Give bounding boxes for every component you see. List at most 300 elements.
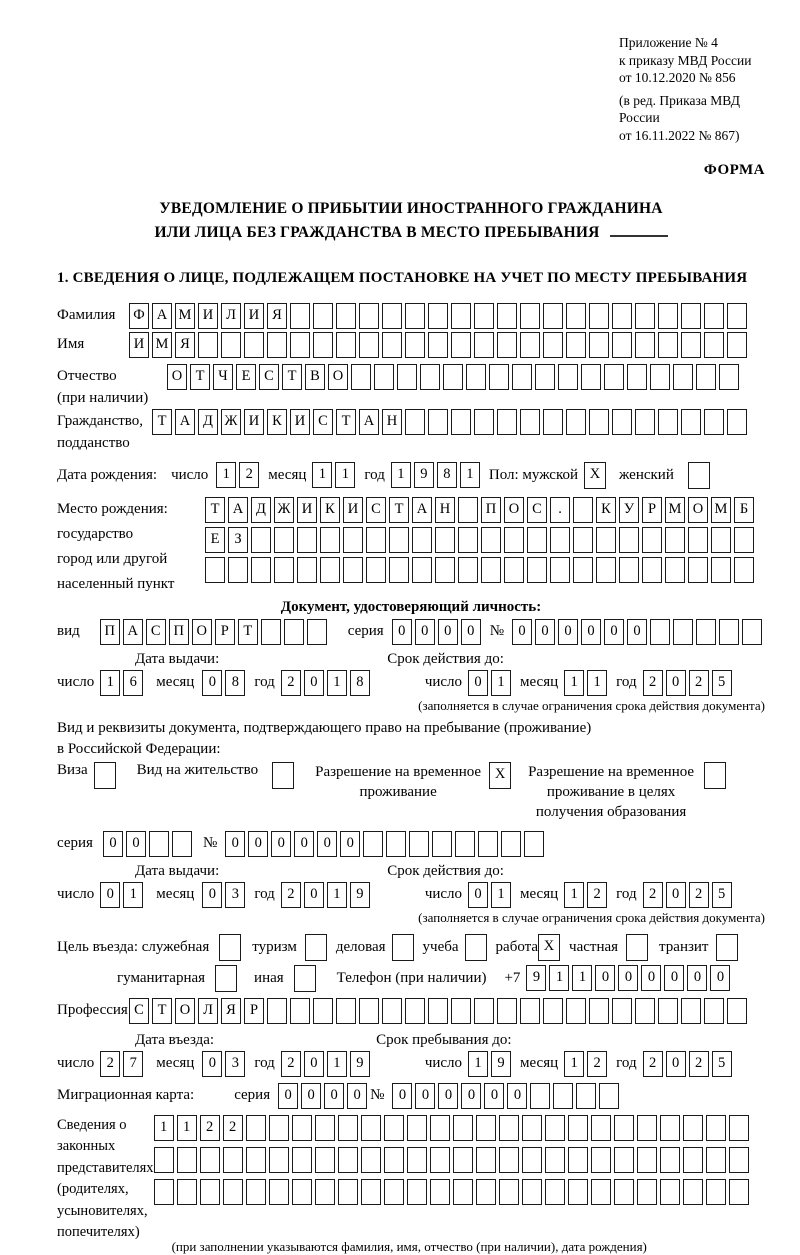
- char-cell[interactable]: [734, 527, 754, 553]
- char-cell[interactable]: 0: [507, 1083, 527, 1109]
- char-cell[interactable]: Ф: [129, 303, 149, 329]
- char-cell[interactable]: [435, 557, 455, 583]
- char-cell[interactable]: 0: [294, 831, 314, 857]
- char-cell[interactable]: Р: [215, 619, 235, 645]
- char-cell[interactable]: [451, 409, 471, 435]
- char-cell[interactable]: [297, 557, 317, 583]
- char-cell[interactable]: 1: [177, 1115, 197, 1141]
- char-cell[interactable]: [267, 332, 287, 358]
- char-cell[interactable]: [307, 619, 327, 645]
- char-cell[interactable]: 2: [100, 1051, 120, 1077]
- char-cell[interactable]: [545, 1115, 565, 1141]
- char-cell[interactable]: А: [123, 619, 143, 645]
- char-cell[interactable]: [315, 1147, 335, 1173]
- char-cell[interactable]: 0: [468, 670, 488, 696]
- char-cell[interactable]: [573, 527, 593, 553]
- char-cell[interactable]: М: [175, 303, 195, 329]
- char-cell[interactable]: 0: [304, 1051, 324, 1077]
- char-cell[interactable]: 1: [491, 882, 511, 908]
- char-cell[interactable]: [198, 332, 218, 358]
- char-cell[interactable]: П: [481, 497, 501, 523]
- char-cell[interactable]: [359, 332, 379, 358]
- char-cell[interactable]: [481, 557, 501, 583]
- char-cell[interactable]: А: [228, 497, 248, 523]
- char-cell[interactable]: [530, 1083, 550, 1109]
- char-cell[interactable]: 0: [484, 1083, 504, 1109]
- char-cell[interactable]: [320, 557, 340, 583]
- char-cell[interactable]: [706, 1115, 726, 1141]
- char-cell[interactable]: [619, 557, 639, 583]
- char-cell[interactable]: [704, 303, 724, 329]
- char-cell[interactable]: [343, 557, 363, 583]
- char-cell[interactable]: [453, 1179, 473, 1205]
- char-cell[interactable]: [688, 527, 708, 553]
- char-cell[interactable]: 1: [327, 1051, 347, 1077]
- char-cell[interactable]: [716, 934, 738, 961]
- char-cell[interactable]: 0: [581, 619, 601, 645]
- char-cell[interactable]: [729, 1179, 749, 1205]
- char-cell[interactable]: [451, 998, 471, 1024]
- char-cell[interactable]: Ж: [221, 409, 241, 435]
- char-cell[interactable]: [499, 1147, 519, 1173]
- char-cell[interactable]: [604, 364, 624, 390]
- char-cell[interactable]: [389, 557, 409, 583]
- char-cell[interactable]: А: [412, 497, 432, 523]
- char-cell[interactable]: [673, 619, 693, 645]
- char-cell[interactable]: X: [538, 934, 560, 961]
- char-cell[interactable]: [573, 497, 593, 523]
- char-cell[interactable]: 9: [414, 462, 434, 488]
- char-cell[interactable]: [696, 364, 716, 390]
- char-cell[interactable]: [543, 332, 563, 358]
- char-cell[interactable]: 0: [618, 965, 638, 991]
- char-cell[interactable]: [727, 303, 747, 329]
- char-cell[interactable]: [688, 462, 710, 489]
- char-cell[interactable]: З: [228, 527, 248, 553]
- char-cell[interactable]: [660, 1115, 680, 1141]
- char-cell[interactable]: [223, 1179, 243, 1205]
- char-cell[interactable]: [221, 332, 241, 358]
- char-cell[interactable]: [476, 1147, 496, 1173]
- char-cell[interactable]: [719, 619, 739, 645]
- char-cell[interactable]: [499, 1179, 519, 1205]
- char-cell[interactable]: [384, 1179, 404, 1205]
- char-cell[interactable]: [612, 303, 632, 329]
- char-cell[interactable]: 0: [415, 619, 435, 645]
- char-cell[interactable]: [658, 998, 678, 1024]
- char-cell[interactable]: [405, 303, 425, 329]
- char-cell[interactable]: [389, 527, 409, 553]
- char-cell[interactable]: [246, 1115, 266, 1141]
- char-cell[interactable]: [681, 998, 701, 1024]
- char-cell[interactable]: 0: [468, 882, 488, 908]
- char-cell[interactable]: [428, 332, 448, 358]
- char-cell[interactable]: [405, 409, 425, 435]
- char-cell[interactable]: [626, 934, 648, 961]
- char-cell[interactable]: [522, 1147, 542, 1173]
- char-cell[interactable]: [566, 409, 586, 435]
- char-cell[interactable]: [589, 998, 609, 1024]
- char-cell[interactable]: 8: [437, 462, 457, 488]
- char-cell[interactable]: [361, 1147, 381, 1173]
- char-cell[interactable]: [543, 409, 563, 435]
- char-cell[interactable]: 0: [304, 670, 324, 696]
- char-cell[interactable]: Я: [221, 998, 241, 1024]
- char-cell[interactable]: [172, 831, 192, 857]
- char-cell[interactable]: [568, 1115, 588, 1141]
- char-cell[interactable]: Ч: [213, 364, 233, 390]
- char-cell[interactable]: [589, 332, 609, 358]
- char-cell[interactable]: С: [527, 497, 547, 523]
- char-cell[interactable]: [338, 1179, 358, 1205]
- char-cell[interactable]: [313, 303, 333, 329]
- char-cell[interactable]: Т: [282, 364, 302, 390]
- char-cell[interactable]: Н: [382, 409, 402, 435]
- char-cell[interactable]: [527, 527, 547, 553]
- char-cell[interactable]: О: [328, 364, 348, 390]
- char-cell[interactable]: [550, 527, 570, 553]
- char-cell[interactable]: 3: [225, 882, 245, 908]
- char-cell[interactable]: [290, 998, 310, 1024]
- char-cell[interactable]: О: [167, 364, 187, 390]
- char-cell[interactable]: [637, 1179, 657, 1205]
- char-cell[interactable]: С: [146, 619, 166, 645]
- char-cell[interactable]: [267, 998, 287, 1024]
- char-cell[interactable]: [451, 303, 471, 329]
- char-cell[interactable]: 0: [664, 965, 684, 991]
- char-cell[interactable]: Д: [251, 497, 271, 523]
- char-cell[interactable]: 0: [438, 619, 458, 645]
- char-cell[interactable]: Н: [435, 497, 455, 523]
- char-cell[interactable]: 0: [347, 1083, 367, 1109]
- char-cell[interactable]: [409, 831, 429, 857]
- char-cell[interactable]: 2: [689, 670, 709, 696]
- char-cell[interactable]: И: [244, 303, 264, 329]
- char-cell[interactable]: [269, 1179, 289, 1205]
- char-cell[interactable]: [729, 1115, 749, 1141]
- char-cell[interactable]: [443, 364, 463, 390]
- char-cell[interactable]: [474, 409, 494, 435]
- char-cell[interactable]: Т: [389, 497, 409, 523]
- char-cell[interactable]: [637, 1115, 657, 1141]
- char-cell[interactable]: 0: [202, 882, 222, 908]
- char-cell[interactable]: [476, 1115, 496, 1141]
- char-cell[interactable]: [522, 1115, 542, 1141]
- char-cell[interactable]: [614, 1147, 634, 1173]
- char-cell[interactable]: [466, 364, 486, 390]
- char-cell[interactable]: 1: [564, 882, 584, 908]
- char-cell[interactable]: [727, 332, 747, 358]
- char-cell[interactable]: [550, 557, 570, 583]
- char-cell[interactable]: [727, 998, 747, 1024]
- char-cell[interactable]: [553, 1083, 573, 1109]
- char-cell[interactable]: С: [129, 998, 149, 1024]
- char-cell[interactable]: 0: [248, 831, 268, 857]
- char-cell[interactable]: [200, 1179, 220, 1205]
- char-cell[interactable]: [704, 409, 724, 435]
- char-cell[interactable]: В: [305, 364, 325, 390]
- char-cell[interactable]: 1: [572, 965, 592, 991]
- char-cell[interactable]: [382, 332, 402, 358]
- char-cell[interactable]: Р: [642, 497, 662, 523]
- char-cell[interactable]: [453, 1147, 473, 1173]
- char-cell[interactable]: О: [504, 497, 524, 523]
- char-cell[interactable]: [458, 497, 478, 523]
- char-cell[interactable]: [658, 332, 678, 358]
- char-cell[interactable]: 0: [641, 965, 661, 991]
- char-cell[interactable]: [297, 527, 317, 553]
- char-cell[interactable]: 2: [587, 1051, 607, 1077]
- char-cell[interactable]: [520, 303, 540, 329]
- char-cell[interactable]: 0: [666, 882, 686, 908]
- char-cell[interactable]: 0: [392, 619, 412, 645]
- char-cell[interactable]: 0: [438, 1083, 458, 1109]
- char-cell[interactable]: Л: [198, 998, 218, 1024]
- char-cell[interactable]: [430, 1115, 450, 1141]
- char-cell[interactable]: 2: [281, 882, 301, 908]
- char-cell[interactable]: [681, 409, 701, 435]
- char-cell[interactable]: [251, 557, 271, 583]
- char-cell[interactable]: 2: [643, 882, 663, 908]
- char-cell[interactable]: [520, 332, 540, 358]
- char-cell[interactable]: [154, 1179, 174, 1205]
- char-cell[interactable]: [614, 1179, 634, 1205]
- char-cell[interactable]: [177, 1179, 197, 1205]
- char-cell[interactable]: 9: [350, 882, 370, 908]
- char-cell[interactable]: [215, 965, 237, 992]
- char-cell[interactable]: 1: [312, 462, 332, 488]
- char-cell[interactable]: [497, 409, 517, 435]
- char-cell[interactable]: [660, 1179, 680, 1205]
- char-cell[interactable]: Д: [198, 409, 218, 435]
- char-cell[interactable]: [481, 527, 501, 553]
- char-cell[interactable]: [573, 557, 593, 583]
- char-cell[interactable]: [407, 1179, 427, 1205]
- char-cell[interactable]: А: [359, 409, 379, 435]
- char-cell[interactable]: 1: [335, 462, 355, 488]
- char-cell[interactable]: [522, 1179, 542, 1205]
- char-cell[interactable]: У: [619, 497, 639, 523]
- char-cell[interactable]: [451, 332, 471, 358]
- char-cell[interactable]: К: [267, 409, 287, 435]
- char-cell[interactable]: 0: [340, 831, 360, 857]
- char-cell[interactable]: 0: [604, 619, 624, 645]
- char-cell[interactable]: [568, 1179, 588, 1205]
- char-cell[interactable]: 5: [712, 670, 732, 696]
- char-cell[interactable]: [566, 998, 586, 1024]
- char-cell[interactable]: [520, 409, 540, 435]
- char-cell[interactable]: [361, 1115, 381, 1141]
- char-cell[interactable]: [591, 1147, 611, 1173]
- char-cell[interactable]: [412, 527, 432, 553]
- char-cell[interactable]: [499, 1115, 519, 1141]
- char-cell[interactable]: Е: [236, 364, 256, 390]
- char-cell[interactable]: [704, 998, 724, 1024]
- char-cell[interactable]: 7: [123, 1051, 143, 1077]
- char-cell[interactable]: [428, 998, 448, 1024]
- char-cell[interactable]: 2: [643, 670, 663, 696]
- char-cell[interactable]: [246, 1179, 266, 1205]
- char-cell[interactable]: [474, 998, 494, 1024]
- char-cell[interactable]: 2: [281, 670, 301, 696]
- char-cell[interactable]: [361, 1179, 381, 1205]
- char-cell[interactable]: [455, 831, 475, 857]
- char-cell[interactable]: 1: [460, 462, 480, 488]
- char-cell[interactable]: [704, 332, 724, 358]
- char-cell[interactable]: 0: [666, 670, 686, 696]
- char-cell[interactable]: [244, 332, 264, 358]
- char-cell[interactable]: X: [584, 462, 606, 489]
- char-cell[interactable]: [384, 1115, 404, 1141]
- char-cell[interactable]: [412, 557, 432, 583]
- char-cell[interactable]: 2: [643, 1051, 663, 1077]
- char-cell[interactable]: 2: [239, 462, 259, 488]
- char-cell[interactable]: [635, 303, 655, 329]
- char-cell[interactable]: П: [100, 619, 120, 645]
- char-cell[interactable]: [673, 364, 693, 390]
- char-cell[interactable]: А: [175, 409, 195, 435]
- char-cell[interactable]: А: [152, 303, 172, 329]
- char-cell[interactable]: [683, 1115, 703, 1141]
- char-cell[interactable]: 0: [461, 1083, 481, 1109]
- char-cell[interactable]: [366, 557, 386, 583]
- char-cell[interactable]: [596, 527, 616, 553]
- char-cell[interactable]: 9: [526, 965, 546, 991]
- char-cell[interactable]: [637, 1147, 657, 1173]
- char-cell[interactable]: [292, 1179, 312, 1205]
- char-cell[interactable]: [696, 619, 716, 645]
- char-cell[interactable]: [627, 364, 647, 390]
- char-cell[interactable]: 8: [350, 670, 370, 696]
- char-cell[interactable]: [478, 831, 498, 857]
- char-cell[interactable]: Т: [336, 409, 356, 435]
- char-cell[interactable]: [658, 303, 678, 329]
- char-cell[interactable]: [568, 1147, 588, 1173]
- char-cell[interactable]: 0: [687, 965, 707, 991]
- char-cell[interactable]: 0: [535, 619, 555, 645]
- char-cell[interactable]: 6: [123, 670, 143, 696]
- char-cell[interactable]: [336, 332, 356, 358]
- char-cell[interactable]: [650, 364, 670, 390]
- char-cell[interactable]: Е: [205, 527, 225, 553]
- char-cell[interactable]: [407, 1147, 427, 1173]
- char-cell[interactable]: [576, 1083, 596, 1109]
- char-cell[interactable]: [405, 998, 425, 1024]
- char-cell[interactable]: [274, 527, 294, 553]
- char-cell[interactable]: И: [244, 409, 264, 435]
- char-cell[interactable]: 0: [627, 619, 647, 645]
- char-cell[interactable]: 9: [491, 1051, 511, 1077]
- char-cell[interactable]: [527, 557, 547, 583]
- char-cell[interactable]: [497, 332, 517, 358]
- char-cell[interactable]: [681, 332, 701, 358]
- char-cell[interactable]: [269, 1115, 289, 1141]
- char-cell[interactable]: [504, 557, 524, 583]
- char-cell[interactable]: [635, 998, 655, 1024]
- char-cell[interactable]: [336, 998, 356, 1024]
- char-cell[interactable]: [284, 619, 304, 645]
- char-cell[interactable]: 0: [512, 619, 532, 645]
- char-cell[interactable]: К: [320, 497, 340, 523]
- char-cell[interactable]: [512, 364, 532, 390]
- char-cell[interactable]: [706, 1179, 726, 1205]
- char-cell[interactable]: [688, 557, 708, 583]
- char-cell[interactable]: [497, 303, 517, 329]
- char-cell[interactable]: [734, 557, 754, 583]
- char-cell[interactable]: [313, 998, 333, 1024]
- char-cell[interactable]: [465, 934, 487, 961]
- char-cell[interactable]: [382, 303, 402, 329]
- char-cell[interactable]: [315, 1179, 335, 1205]
- char-cell[interactable]: [290, 303, 310, 329]
- char-cell[interactable]: 0: [392, 1083, 412, 1109]
- char-cell[interactable]: 0: [324, 1083, 344, 1109]
- char-cell[interactable]: [729, 1147, 749, 1173]
- char-cell[interactable]: [272, 762, 294, 789]
- char-cell[interactable]: [366, 527, 386, 553]
- char-cell[interactable]: [384, 1147, 404, 1173]
- char-cell[interactable]: [313, 332, 333, 358]
- char-cell[interactable]: С: [313, 409, 333, 435]
- char-cell[interactable]: [596, 557, 616, 583]
- char-cell[interactable]: 2: [689, 882, 709, 908]
- char-cell[interactable]: 2: [281, 1051, 301, 1077]
- char-cell[interactable]: [665, 557, 685, 583]
- char-cell[interactable]: [706, 1147, 726, 1173]
- char-cell[interactable]: 0: [461, 619, 481, 645]
- char-cell[interactable]: [430, 1179, 450, 1205]
- char-cell[interactable]: 0: [301, 1083, 321, 1109]
- char-cell[interactable]: 0: [415, 1083, 435, 1109]
- char-cell[interactable]: [642, 557, 662, 583]
- char-cell[interactable]: 0: [317, 831, 337, 857]
- char-cell[interactable]: 1: [123, 882, 143, 908]
- char-cell[interactable]: 1: [216, 462, 236, 488]
- char-cell[interactable]: 0: [558, 619, 578, 645]
- char-cell[interactable]: [558, 364, 578, 390]
- char-cell[interactable]: [504, 527, 524, 553]
- char-cell[interactable]: С: [259, 364, 279, 390]
- char-cell[interactable]: И: [290, 409, 310, 435]
- char-cell[interactable]: Т: [152, 409, 172, 435]
- char-cell[interactable]: Т: [205, 497, 225, 523]
- char-cell[interactable]: [474, 303, 494, 329]
- char-cell[interactable]: [704, 762, 726, 789]
- char-cell[interactable]: [294, 965, 316, 992]
- char-cell[interactable]: [474, 332, 494, 358]
- char-cell[interactable]: 1: [587, 670, 607, 696]
- char-cell[interactable]: Л: [221, 303, 241, 329]
- char-cell[interactable]: [261, 619, 281, 645]
- char-cell[interactable]: 9: [350, 1051, 370, 1077]
- char-cell[interactable]: 2: [200, 1115, 220, 1141]
- char-cell[interactable]: Я: [175, 332, 195, 358]
- char-cell[interactable]: [430, 1147, 450, 1173]
- char-cell[interactable]: [612, 998, 632, 1024]
- char-cell[interactable]: 0: [666, 1051, 686, 1077]
- char-cell[interactable]: [681, 303, 701, 329]
- char-cell[interactable]: [619, 527, 639, 553]
- char-cell[interactable]: [351, 364, 371, 390]
- char-cell[interactable]: [359, 998, 379, 1024]
- char-cell[interactable]: [305, 934, 327, 961]
- char-cell[interactable]: [614, 1115, 634, 1141]
- char-cell[interactable]: [660, 1147, 680, 1173]
- char-cell[interactable]: 0: [271, 831, 291, 857]
- char-cell[interactable]: 1: [549, 965, 569, 991]
- char-cell[interactable]: [320, 527, 340, 553]
- char-cell[interactable]: [599, 1083, 619, 1109]
